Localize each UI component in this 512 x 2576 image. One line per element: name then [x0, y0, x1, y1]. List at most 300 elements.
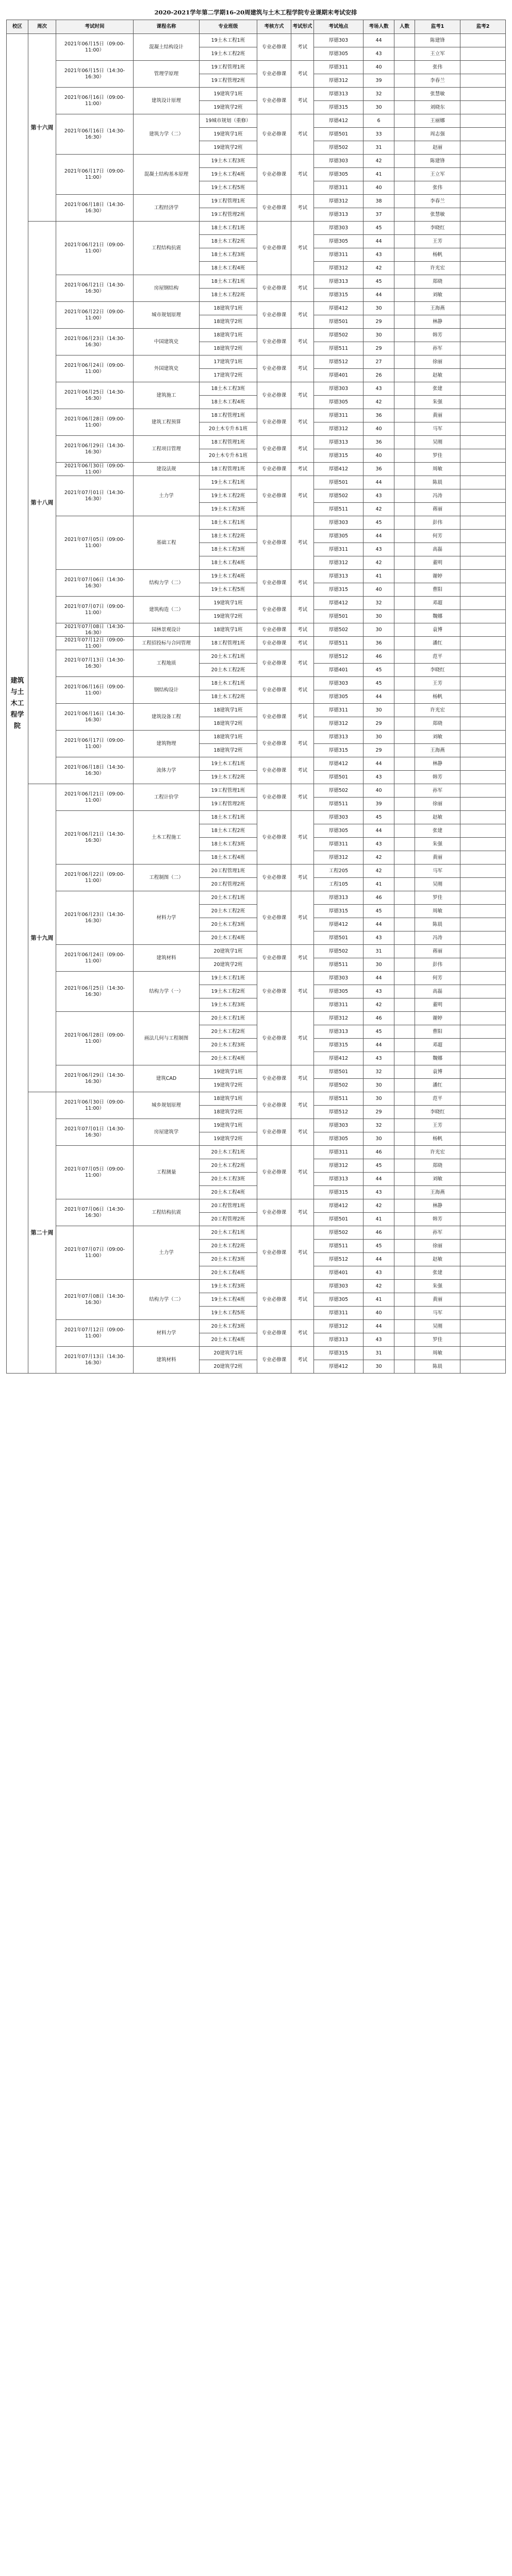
- header-proctor2: 监考2: [460, 20, 506, 34]
- count-cell: [394, 731, 415, 744]
- form-cell: 考试: [291, 155, 314, 195]
- proctor2-cell: [460, 757, 506, 771]
- proctor2-cell: [460, 235, 506, 248]
- proctor2-cell: [460, 1119, 506, 1132]
- proctor1-cell: 王芳: [415, 235, 460, 248]
- room-cell: 厚德312: [314, 74, 364, 88]
- table-row: [7, 570, 506, 583]
- class-cell: 19工程管理2班: [200, 798, 257, 811]
- class-cell: 19土木工程1班: [200, 972, 257, 985]
- class-cell: 20土木工程3班: [200, 918, 257, 931]
- proctor2-cell: [460, 302, 506, 315]
- proctor1-cell: 许光宏: [415, 262, 460, 275]
- proctor2-cell: [460, 248, 506, 262]
- room-count-cell: 45: [364, 275, 394, 289]
- count-cell: [394, 181, 415, 195]
- proctor2-cell: [460, 637, 506, 650]
- assessment-cell: 专业必修课: [257, 1012, 291, 1065]
- count-cell: [394, 61, 415, 74]
- proctor2-cell: [460, 289, 506, 302]
- assessment-cell: 专业必修课: [257, 1199, 291, 1226]
- proctor2-cell: [460, 1240, 506, 1253]
- class-cell: 18建筑学2班: [200, 342, 257, 355]
- proctor1-cell: 徐丽: [415, 355, 460, 369]
- assessment-cell: 专业必修课: [257, 1065, 291, 1092]
- room-count-cell: 30: [364, 101, 394, 114]
- time-cell: 2021年06月21日（09:00-11:00）: [56, 784, 134, 811]
- proctor2-cell: [460, 503, 506, 516]
- room-cell: 厚德502: [314, 1226, 364, 1240]
- form-cell: 考试: [291, 1199, 314, 1226]
- proctor1-cell: 魏娜: [415, 610, 460, 623]
- proctor2-cell: [460, 315, 506, 329]
- class-cell: 18土木工程2班: [200, 235, 257, 248]
- room-count-cell: 44: [364, 34, 394, 47]
- room-count-cell: 36: [364, 637, 394, 650]
- proctor2-cell: [460, 1186, 506, 1199]
- proctor2-cell: [460, 905, 506, 918]
- proctor1-cell: 冯涛: [415, 931, 460, 945]
- course-cell: 画法几何与工程制图: [134, 1012, 200, 1065]
- course-cell: 结构力学（二）: [134, 570, 200, 597]
- proctor2-cell: [460, 262, 506, 275]
- class-cell: 18建筑学1班: [200, 623, 257, 637]
- assessment-cell: 专业必修课: [257, 972, 291, 1012]
- count-cell: [394, 208, 415, 222]
- course-cell: 结构力学（二）: [134, 1280, 200, 1320]
- room-count-cell: 44: [364, 918, 394, 931]
- room-count-cell: 27: [364, 355, 394, 369]
- room-cell: 厚德313: [314, 891, 364, 905]
- class-cell: 19土木工程1班: [200, 34, 257, 47]
- room-count-cell: 30: [364, 1132, 394, 1146]
- class-cell: 18建筑学1班: [200, 329, 257, 342]
- table-row: [7, 1119, 506, 1132]
- count-cell: [394, 918, 415, 931]
- proctor2-cell: [460, 208, 506, 222]
- room-cell: 厚德305: [314, 1293, 364, 1307]
- count-cell: [394, 1012, 415, 1025]
- room-cell: 厚德312: [314, 717, 364, 731]
- class-cell: 19建筑学2班: [200, 610, 257, 623]
- count-cell: [394, 289, 415, 302]
- class-cell: 19建筑学1班: [200, 597, 257, 610]
- proctor2-cell: [460, 1039, 506, 1052]
- table-row: [7, 275, 506, 289]
- proctor1-cell: 韩芳: [415, 329, 460, 342]
- count-cell: [394, 637, 415, 650]
- room-cell: 厚德311: [314, 543, 364, 556]
- room-cell: 厚德501: [314, 771, 364, 784]
- proctor1-cell: 王芳: [415, 1119, 460, 1132]
- room-cell: 厚德511: [314, 798, 364, 811]
- assessment-cell: 专业必修课: [257, 623, 291, 637]
- table-row: [7, 1347, 506, 1360]
- room-count-cell: 29: [364, 342, 394, 355]
- class-cell: 20工程管理1班: [200, 1199, 257, 1213]
- room-cell: 厚德311: [314, 1146, 364, 1159]
- class-cell: 19土木工程1班: [200, 476, 257, 489]
- room-count-cell: 43: [364, 489, 394, 503]
- form-cell: 考试: [291, 1119, 314, 1146]
- room-cell: 厚德511: [314, 958, 364, 972]
- room-count-cell: 45: [364, 1025, 394, 1039]
- count-cell: [394, 1213, 415, 1226]
- proctor2-cell: [460, 1012, 506, 1025]
- assessment-cell: 专业必修课: [257, 677, 291, 704]
- proctor1-cell: 陈晨: [415, 476, 460, 489]
- form-cell: 考试: [291, 516, 314, 570]
- class-cell: 19工程管理1班: [200, 784, 257, 798]
- assessment-cell: 专业必修课: [257, 88, 291, 114]
- count-cell: [394, 958, 415, 972]
- room-cell: 厚德501: [314, 128, 364, 141]
- room-cell: 厚德305: [314, 690, 364, 704]
- course-cell: 城市规划原理: [134, 302, 200, 329]
- count-cell: [394, 1307, 415, 1320]
- proctor1-cell: 曹阳: [415, 1025, 460, 1039]
- room-cell: 厚德502: [314, 489, 364, 503]
- class-cell: 20土木工程1班: [200, 650, 257, 664]
- count-cell: [394, 101, 415, 114]
- proctor2-cell: [460, 516, 506, 530]
- form-cell: 考试: [291, 811, 314, 865]
- course-cell: 土力学: [134, 1226, 200, 1280]
- room-count-cell: 31: [364, 1347, 394, 1360]
- class-cell: 19土木工程3班: [200, 155, 257, 168]
- time-cell: 2021年07月12日（09:00-11:00）: [56, 1320, 134, 1347]
- room-cell: 厚德511: [314, 503, 364, 516]
- proctor2-cell: [460, 181, 506, 195]
- proctor1-cell: 吴刚: [415, 878, 460, 891]
- class-cell: 20土木工程2班: [200, 1240, 257, 1253]
- room-count-cell: 46: [364, 650, 394, 664]
- room-cell: 厚德303: [314, 382, 364, 396]
- room-count-cell: 43: [364, 985, 394, 998]
- class-cell: 19工程管理2班: [200, 74, 257, 88]
- proctor2-cell: [460, 1347, 506, 1360]
- room-count-cell: 32: [364, 88, 394, 101]
- page-title: 2020-2021学年第二学期16-20周建筑与土木工程学院专业课期末考试安排: [154, 9, 357, 16]
- room-count-cell: 32: [364, 1065, 394, 1079]
- class-cell: 19土木工程4班: [200, 168, 257, 181]
- proctor2-cell: [460, 155, 506, 168]
- room-count-cell: 42: [364, 155, 394, 168]
- class-cell: 20土木工程4班: [200, 1266, 257, 1280]
- room-cell: 工程105: [314, 878, 364, 891]
- table-row: [7, 114, 506, 128]
- proctor2-cell: [460, 114, 506, 128]
- course-cell: 建设法规: [134, 463, 200, 476]
- week-cell: 第十八周: [28, 222, 56, 784]
- count-cell: [394, 1132, 415, 1146]
- course-cell: 工程项目管理: [134, 436, 200, 463]
- count-cell: [394, 798, 415, 811]
- proctor2-cell: [460, 128, 506, 141]
- class-cell: 18建筑学1班: [200, 302, 257, 315]
- form-cell: 考试: [291, 623, 314, 637]
- count-cell: [394, 222, 415, 235]
- time-cell: 2021年06月29日（14:30-16:30）: [56, 436, 134, 463]
- time-cell: 2021年06月30日（09:00-11:00）: [56, 463, 134, 476]
- form-cell: 考试: [291, 677, 314, 704]
- proctor1-cell: 林静: [415, 315, 460, 329]
- table-row: [7, 597, 506, 610]
- room-count-cell: 32: [364, 597, 394, 610]
- count-cell: [394, 824, 415, 838]
- proctor2-cell: [460, 342, 506, 355]
- proctor2-cell: [460, 931, 506, 945]
- form-cell: 考试: [291, 1226, 314, 1280]
- assessment-cell: 专业必修课: [257, 945, 291, 972]
- time-cell: 2021年06月15日（14:30-16:30）: [56, 61, 134, 88]
- room-count-cell: 41: [364, 1293, 394, 1307]
- proctor1-cell: 罗佳: [415, 891, 460, 905]
- proctor2-cell: [460, 355, 506, 369]
- room-cell: 厚德412: [314, 918, 364, 931]
- proctor2-cell: [460, 784, 506, 798]
- class-cell: 20土木工程4班: [200, 931, 257, 945]
- course-cell: 基础工程: [134, 516, 200, 570]
- class-cell: 20土木工程4班: [200, 1333, 257, 1347]
- count-cell: [394, 436, 415, 449]
- proctor1-cell: 赵丽: [415, 141, 460, 155]
- class-cell: 19城市规划（重修）: [200, 114, 257, 128]
- class-cell: 20建筑学1班: [200, 1347, 257, 1360]
- class-cell: 18土木工程1班: [200, 275, 257, 289]
- proctor2-cell: [460, 1226, 506, 1240]
- count-cell: [394, 1360, 415, 1374]
- room-count-cell: 46: [364, 1226, 394, 1240]
- assessment-cell: 专业必修课: [257, 731, 291, 757]
- class-cell: 18建筑学2班: [200, 1106, 257, 1119]
- course-cell: 建筑材料: [134, 945, 200, 972]
- time-cell: 2021年06月29日（14:30-16:30）: [56, 1065, 134, 1092]
- proctor2-cell: [460, 1360, 506, 1374]
- count-cell: [394, 195, 415, 208]
- count-cell: [394, 503, 415, 516]
- assessment-cell: 专业必修课: [257, 1226, 291, 1280]
- proctor1-cell: 谢婷: [415, 570, 460, 583]
- class-cell: 19土木工程5班: [200, 1307, 257, 1320]
- proctor1-cell: 郑晓: [415, 275, 460, 289]
- proctor1-cell: 陈晨: [415, 918, 460, 931]
- proctor1-cell: 刘敏: [415, 1173, 460, 1186]
- class-cell: 20土木工程3班: [200, 1320, 257, 1333]
- proctor2-cell: [460, 476, 506, 489]
- proctor1-cell: 刘晓东: [415, 101, 460, 114]
- proctor1-cell: 张伟: [415, 61, 460, 74]
- proctor2-cell: [460, 891, 506, 905]
- proctor1-cell: 范平: [415, 1092, 460, 1106]
- room-count-cell: 32: [364, 1119, 394, 1132]
- class-cell: 19土木工程2班: [200, 47, 257, 61]
- time-cell: 2021年07月13日（14:30-16:30）: [56, 1347, 134, 1374]
- room-count-cell: 46: [364, 1146, 394, 1159]
- proctor1-cell: 何芳: [415, 530, 460, 543]
- time-cell: 2021年06月30日（09:00-11:00）: [56, 1092, 134, 1119]
- table-row: [7, 1146, 506, 1159]
- form-cell: 考试: [291, 731, 314, 757]
- time-cell: 2021年07月08日（14:30-16:30）: [56, 1280, 134, 1320]
- class-cell: 20工程管理2班: [200, 1213, 257, 1226]
- course-cell: 工程招投标与合同管理: [134, 637, 200, 650]
- proctor1-cell: 邓超: [415, 1039, 460, 1052]
- proctor2-cell: [460, 1333, 506, 1347]
- proctor1-cell: 蒋丽: [415, 945, 460, 958]
- assessment-cell: 专业必修课: [257, 329, 291, 355]
- room-count-cell: 42: [364, 1280, 394, 1293]
- proctor2-cell: [460, 1307, 506, 1320]
- class-cell: 20土木工程1班: [200, 1226, 257, 1240]
- time-cell: 2021年06月24日（09:00-11:00）: [56, 355, 134, 382]
- proctor2-cell: [460, 369, 506, 382]
- time-cell: 2021年06月16日（09:00-11:00）: [56, 88, 134, 114]
- proctor1-cell: 董明: [415, 998, 460, 1012]
- count-cell: [394, 422, 415, 436]
- form-cell: 考试: [291, 784, 314, 811]
- room-cell: 厚德501: [314, 1065, 364, 1079]
- proctor1-cell: 徐丽: [415, 798, 460, 811]
- room-count-cell: 43: [364, 47, 394, 61]
- header-room-count: 考场人数: [364, 20, 394, 34]
- proctor2-cell: [460, 677, 506, 690]
- count-cell: [394, 1293, 415, 1307]
- room-cell: 厚德501: [314, 931, 364, 945]
- week-cell: 第十九周: [28, 784, 56, 1092]
- count-cell: [394, 851, 415, 865]
- proctor2-cell: [460, 731, 506, 744]
- count-cell: [394, 1052, 415, 1065]
- time-cell: 2021年06月17日（09:00-11:00）: [56, 731, 134, 757]
- room-cell: 厚德512: [314, 650, 364, 664]
- proctor1-cell: 杨帆: [415, 1132, 460, 1146]
- assessment-cell: 专业必修课: [257, 382, 291, 409]
- time-cell: 2021年07月05日（09:00-11:00）: [56, 516, 134, 570]
- room-count-cell: 41: [364, 1213, 394, 1226]
- proctor2-cell: [460, 958, 506, 972]
- class-cell: 18土木工程4班: [200, 851, 257, 865]
- proctor2-cell: [460, 1159, 506, 1173]
- room-count-cell: 29: [364, 1106, 394, 1119]
- proctor1-cell: 邓超: [415, 597, 460, 610]
- week-cell: 第十六周: [28, 34, 56, 222]
- proctor1-cell: 高磊: [415, 543, 460, 556]
- room-count-cell: 45: [364, 811, 394, 824]
- course-cell: 房屋钢结构: [134, 275, 200, 302]
- room-cell: 厚德511: [314, 1240, 364, 1253]
- assessment-cell: 专业必修课: [257, 195, 291, 222]
- form-cell: 考试: [291, 409, 314, 436]
- form-cell: 考试: [291, 34, 314, 61]
- table-row: [7, 1092, 506, 1106]
- proctor2-cell: [460, 998, 506, 1012]
- class-cell: 19土木工程2班: [200, 985, 257, 998]
- class-cell: 20土木工程2班: [200, 1159, 257, 1173]
- room-cell: 厚德312: [314, 1012, 364, 1025]
- header-form: 考试形式: [291, 20, 314, 34]
- proctor1-cell: 袁博: [415, 623, 460, 637]
- proctor1-cell: 韩芳: [415, 1213, 460, 1226]
- room-count-cell: 43: [364, 1266, 394, 1280]
- room-count-cell: 39: [364, 74, 394, 88]
- count-cell: [394, 985, 415, 998]
- room-cell: 厚德315: [314, 905, 364, 918]
- table-row: [7, 195, 506, 208]
- room-count-cell: 33: [364, 128, 394, 141]
- room-count-cell: 43: [364, 931, 394, 945]
- room-cell: 厚德303: [314, 677, 364, 690]
- count-cell: [394, 570, 415, 583]
- assessment-cell: 专业必修课: [257, 891, 291, 945]
- room-count-cell: 43: [364, 382, 394, 396]
- class-cell: 18建筑学1班: [200, 1092, 257, 1106]
- room-cell: 厚德315: [314, 744, 364, 757]
- room-count-cell: 29: [364, 717, 394, 731]
- table-row: [7, 476, 506, 489]
- room-count-cell: 42: [364, 865, 394, 878]
- class-cell: 19工程管理1班: [200, 195, 257, 208]
- header-time: 考试时间: [56, 20, 134, 34]
- room-cell: 厚德501: [314, 476, 364, 489]
- proctor2-cell: [460, 1106, 506, 1119]
- proctor2-cell: [460, 972, 506, 985]
- proctor1-cell: 郑晓: [415, 1159, 460, 1173]
- proctor2-cell: [460, 583, 506, 597]
- proctor2-cell: [460, 1092, 506, 1106]
- count-cell: [394, 583, 415, 597]
- room-cell: 厚德311: [314, 998, 364, 1012]
- assessment-cell: 专业必修课: [257, 1119, 291, 1146]
- count-cell: [394, 744, 415, 757]
- room-cell: 厚德311: [314, 61, 364, 74]
- course-cell: 土木工程施工: [134, 811, 200, 865]
- course-cell: 工程计价学: [134, 784, 200, 811]
- time-cell: 2021年06月16日（14:30-16:30）: [56, 704, 134, 731]
- assessment-cell: 专业必修课: [257, 355, 291, 382]
- table-row: [7, 704, 506, 717]
- table-row: [7, 1226, 506, 1240]
- room-count-cell: 45: [364, 1159, 394, 1173]
- room-count-cell: 40: [364, 449, 394, 463]
- room-cell: 厚德303: [314, 155, 364, 168]
- room-cell: 厚德312: [314, 1159, 364, 1173]
- room-count-cell: 44: [364, 972, 394, 985]
- room-count-cell: 41: [364, 168, 394, 181]
- proctor1-cell: 彭伟: [415, 958, 460, 972]
- table-row: [7, 302, 506, 315]
- course-cell: 流体力学: [134, 757, 200, 784]
- count-cell: [394, 396, 415, 409]
- count-cell: [394, 878, 415, 891]
- proctor2-cell: [460, 409, 506, 422]
- table-row: [7, 329, 506, 342]
- count-cell: [394, 1159, 415, 1173]
- room-count-cell: 42: [364, 1199, 394, 1213]
- proctor1-cell: 潘红: [415, 637, 460, 650]
- proctor2-cell: [460, 74, 506, 88]
- time-cell: 2021年06月24日（09:00-11:00）: [56, 945, 134, 972]
- table-row: [7, 757, 506, 771]
- proctor2-cell: [460, 918, 506, 931]
- room-count-cell: 36: [364, 436, 394, 449]
- form-cell: 考试: [291, 637, 314, 650]
- room-count-cell: 45: [364, 1240, 394, 1253]
- form-cell: 考试: [291, 476, 314, 516]
- class-cell: 18土木工程2班: [200, 690, 257, 704]
- count-cell: [394, 543, 415, 556]
- time-cell: 2021年06月15日（09:00-11:00）: [56, 34, 134, 61]
